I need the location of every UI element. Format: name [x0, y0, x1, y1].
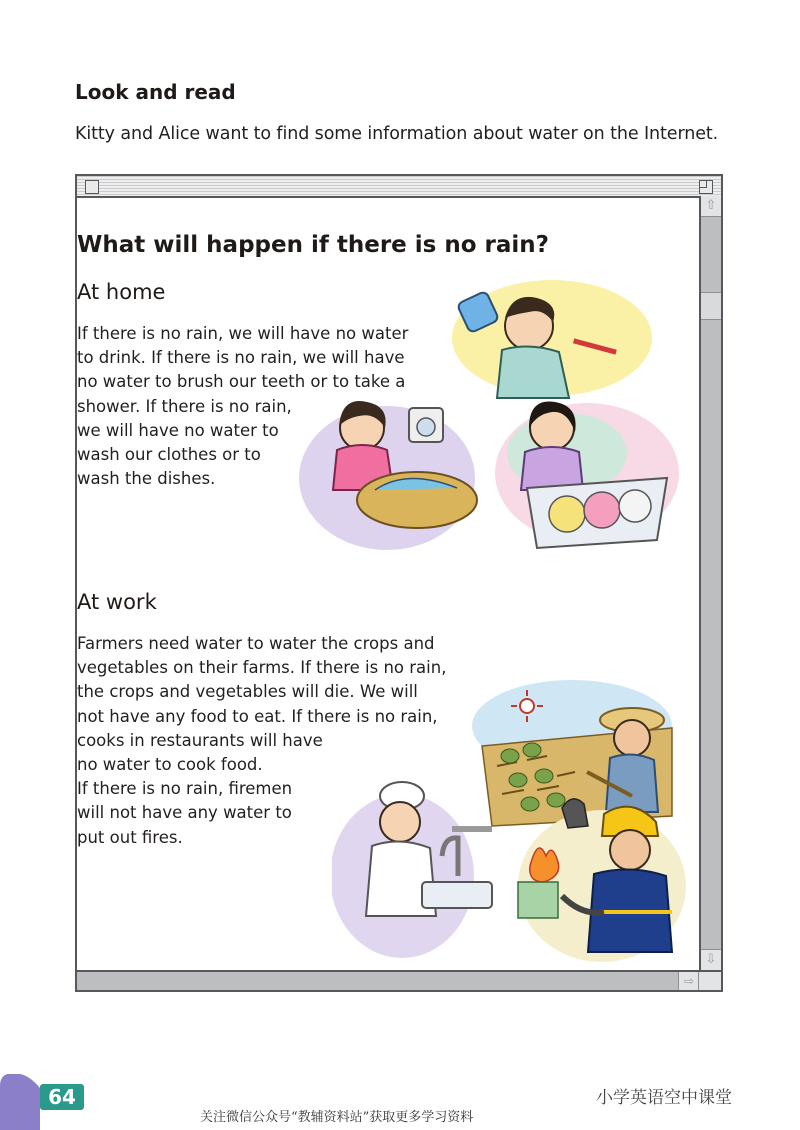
boy-body: [497, 346, 569, 398]
window-titlebar[interactable]: [77, 176, 721, 198]
text-line: vegetables on their farms. If there is no rain,: [77, 658, 447, 678]
browser-window: [75, 174, 723, 992]
vertical-scrollbar[interactable]: [699, 196, 721, 970]
text-line: Farmers need water to water the crops and: [77, 634, 435, 653]
window-content: [77, 198, 701, 972]
zoom-box-icon[interactable]: [699, 180, 713, 194]
home-illustration: [297, 278, 687, 568]
heading: Look and read: [75, 80, 236, 104]
work-illustration: [332, 676, 692, 972]
scroll-thumb[interactable]: [701, 292, 721, 320]
plate-icon: [619, 490, 651, 522]
text-line: put out fires.: [77, 827, 183, 847]
section-title-at-work: At work: [77, 590, 157, 614]
shelf-icon: [452, 826, 492, 832]
text-line: cooks in restaurants will have: [77, 730, 323, 750]
plate-icon: [584, 492, 620, 528]
farmer-head: [614, 720, 650, 756]
cook-sink: [422, 882, 492, 908]
scroll-up-arrow-icon[interactable]: ⇧: [701, 196, 721, 217]
sun-icon: [520, 699, 534, 713]
text-line: the crops and vegetables will die. We will: [77, 682, 418, 702]
text-line: wash the dishes.: [77, 469, 216, 489]
section-title-at-home: At home: [77, 280, 166, 304]
text-line: we will have no water to: [77, 420, 279, 440]
text-line: no water to cook food.: [77, 755, 263, 775]
horizontal-scrollbar[interactable]: [77, 970, 721, 990]
text-line: to drink. If there is no rain, we will have: [77, 348, 405, 368]
fire-icon: [530, 848, 559, 882]
watermark: 小学英语空中课堂: [596, 1088, 732, 1108]
building-icon: [518, 882, 558, 918]
cook-head: [380, 802, 420, 842]
text-line: will not have any water to: [77, 803, 292, 823]
close-box-icon[interactable]: [85, 180, 99, 194]
footer-note: 关注微信公众号“教辅资料站”获取更多学习资料: [200, 1110, 474, 1125]
intro-text: Kitty and Alice want to find some information about water on the Internet.: [75, 124, 719, 144]
fireman-head: [610, 830, 650, 870]
scroll-down-arrow-icon[interactable]: ⇩: [701, 949, 721, 970]
page-title: What will happen if there is no rain?: [77, 232, 550, 258]
scroll-right-arrow-icon[interactable]: ⇨: [678, 972, 699, 990]
text-line: shower. If there is no rain,: [77, 396, 292, 416]
text-line: wash our clothes or to: [77, 445, 261, 465]
text-line: If there is no rain, firemen: [77, 779, 293, 799]
text-line: If there is no rain, we will have no water: [77, 324, 409, 343]
girl-body: [521, 447, 583, 490]
text-line: no water to brush our teeth or to take a: [77, 372, 406, 392]
resize-grow-box-icon[interactable]: [698, 972, 721, 990]
farmer-body: [606, 754, 658, 812]
page-number: 64: [40, 1084, 84, 1110]
plate-icon: [549, 496, 585, 532]
text-line: not have any food to eat. If there is no rain,: [77, 706, 438, 726]
